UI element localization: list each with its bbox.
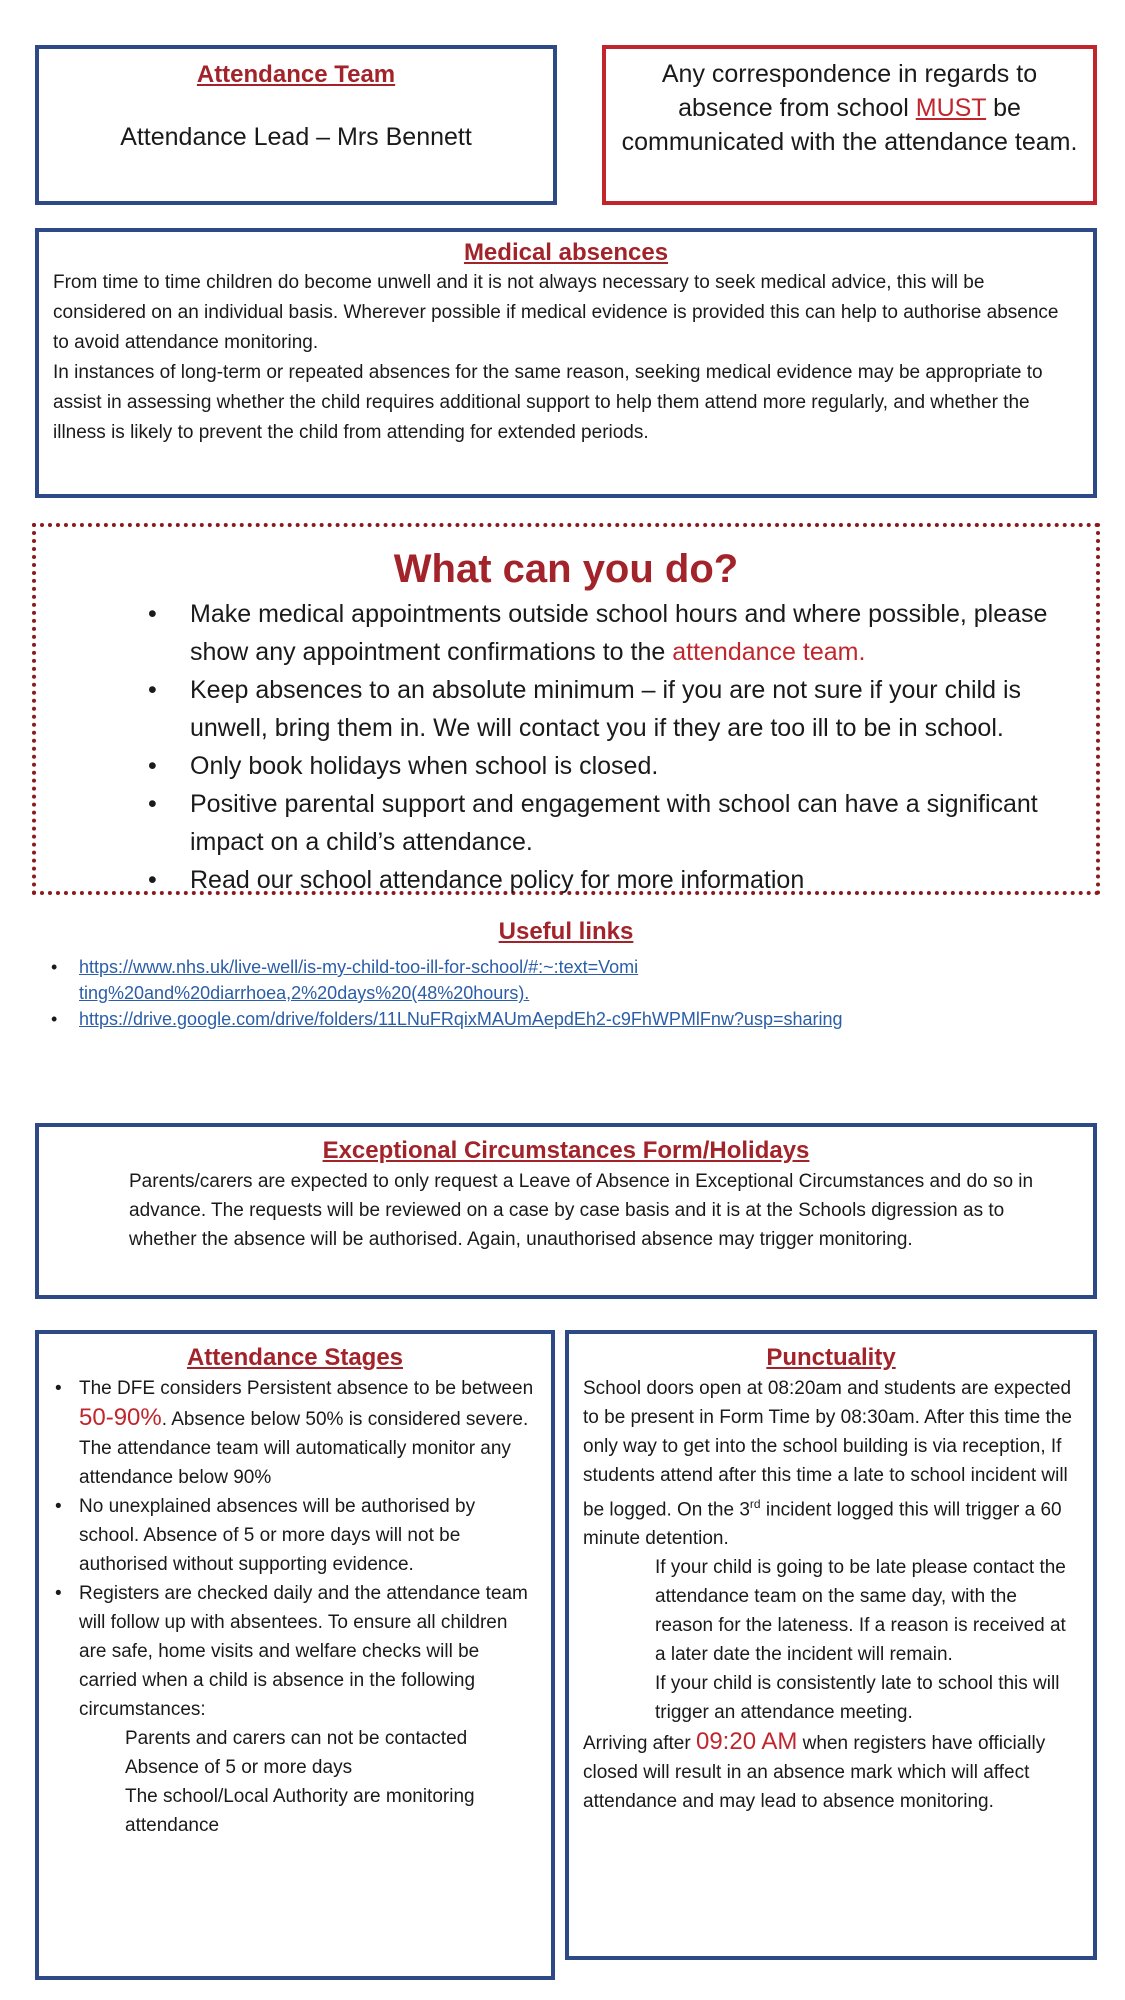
must-emphasis: MUST — [915, 94, 987, 122]
punctuality-paragraph-2: If your child is going to be late please contact the attendance team on the same day, with the reason for the lateness. If a reason is received at a later date the incident will remain. — [655, 1557, 1066, 1666]
list-item — [146, 595, 1056, 671]
nhs-link[interactable]: https://www.nhs.uk/live-well/is-my-child-too-ill-for-school/#:~:text=Vomiting%20and%20diarrhoea,2%20days%20(48%20hours). — [79, 957, 639, 1003]
medical-absences-heading: Medical absences — [463, 239, 669, 266]
attendance-stages-list — [53, 1374, 537, 1724]
attendance-team-heading: Attendance Team — [196, 61, 396, 88]
list-item — [53, 1492, 537, 1579]
list-item — [146, 747, 1056, 785]
useful-links-list — [35, 954, 1097, 1032]
exceptional-circumstances-box — [35, 1123, 1097, 1299]
exceptional-circumstances-heading: Exceptional Circumstances Form/Holidays — [322, 1137, 810, 1164]
list-item-text: Only book holidays when school is closed. — [190, 752, 659, 780]
punctuality-text: School doors open at 08:20am and students are expected to be present in Form Time by 08:30am. After this time the only way to get into the school building is via reception, If students attend after this time a late to school incident will be logged. On the 3 — [583, 1378, 1072, 1521]
persistent-range: 50-90% — [79, 1404, 162, 1431]
google-drive-link[interactable]: https://drive.google.com/drive/folders/11LNuFRqixMAUmAepdEh2-c9FhWPMlFnw?usp=sharing — [79, 1009, 843, 1029]
sub-item: Parents and carers can not be contacted — [125, 1728, 468, 1749]
list-item — [146, 861, 1056, 899]
list-item-text: Read our school attendance policy for more information — [190, 866, 805, 894]
list-item-text: Positive parental support and engagement with school can have a significant impact on a child’s attendance. — [190, 790, 1038, 856]
list-item — [146, 671, 1056, 747]
attendance-stages-heading: Attendance Stages — [186, 1344, 404, 1371]
useful-links-section — [35, 918, 1097, 1032]
sub-item: Absence of 5 or more days — [125, 1757, 353, 1778]
stage-text: The DFE considers Persistent absence to be between — [79, 1378, 534, 1399]
sub-item: The school/Local Authority are monitoring attendance — [125, 1786, 475, 1836]
punctuality-text: Arriving after — [583, 1733, 691, 1755]
correspondence-box — [602, 45, 1097, 205]
circumstances-sublist — [53, 1724, 537, 1840]
attendance-team-box — [35, 45, 557, 205]
punctuality-text: when registers have officially closed will result in an absence mark which will affect attendance and may lead to absence monitoring. — [583, 1733, 1046, 1813]
registers-close-time: 09:20 AM — [695, 1728, 798, 1756]
exceptional-circumstances-body: Parents/carers are expected to only request a Leave of Absence in Exceptional Circumstances and do so in advance. The requests will be reviewed on a case by case basis and it is at the Schools digression as to whether the absence will be authorised. Again, unauthorised absence may trigger monitoring. — [129, 1171, 1034, 1250]
what-can-you-do-heading: What can you do? — [393, 547, 739, 591]
list-item-text: Make medical appointments outside school hours and where possible, please show any appointment confirmations to the — [190, 600, 1048, 666]
list-item — [146, 785, 1056, 861]
ordinal-suffix: rd — [749, 1497, 761, 1511]
correspondence-text-2: be communicated with the attendance team. — [621, 94, 1078, 156]
stage-text: No unexplained absences will be authorised by school. Absence of 5 or more days will not be authorised without supporting evidence. — [79, 1496, 476, 1575]
punctuality-box — [565, 1330, 1097, 1960]
punctuality-paragraph-1 — [583, 1374, 1079, 1553]
punctuality-paragraph-3: If your child is consistently late to school this will trigger an attendance meeting. — [655, 1673, 1060, 1724]
medical-paragraph-1: From time to time children do become unwell and it is not always necessary to seek medical advice, this will be considered on an individual basis. Wherever possible if medical evidence is provided this can help to authorise absence to avoid attendance monitoring. — [53, 272, 1059, 353]
punctuality-paragraph-4 — [583, 1727, 1079, 1816]
medical-paragraph-2: In instances of long-term or repeated absences for the same reason, seeking medical evidence may be appropriate to assist in assessing whether the child requires additional support to help them attend more regularly, and whether the illness is likely to prevent the child from attending for extended periods. — [53, 362, 1043, 443]
punctuality-text: incident logged this will trigger a 60 minute detention. — [583, 1499, 1062, 1550]
list-item — [49, 954, 639, 1006]
list-item — [53, 1374, 537, 1492]
attendance-team-highlight: attendance team. — [672, 638, 866, 666]
attendance-lead: Attendance Lead – Mrs Bennett — [120, 123, 472, 151]
attendance-stages-box — [35, 1330, 555, 1980]
what-can-you-do-box — [32, 523, 1100, 895]
correspondence-text-1: Any correspondence in regards to absence from school — [661, 60, 1038, 122]
list-item — [49, 1006, 1097, 1032]
medical-absences-box — [35, 228, 1097, 498]
stage-text: . Absence below 50% is considered severe. The attendance team will automatically monitor any attendance below 90% — [79, 1409, 529, 1488]
useful-links-heading: Useful links — [498, 918, 634, 945]
list-item — [53, 1579, 537, 1724]
stage-text: Registers are checked daily and the attendance team will follow up with absentees. To ensure all children are safe, home visits and welfare checks will be carried when a child is absence in the following circumstances: — [79, 1583, 528, 1720]
what-can-you-do-list — [66, 595, 1066, 899]
punctuality-heading: Punctuality — [766, 1344, 896, 1371]
list-item-text: Keep absences to an absolute minimum – if you are not sure if your child is unwell, bring them in. We will contact you if they are too ill to be in school. — [190, 676, 1021, 742]
